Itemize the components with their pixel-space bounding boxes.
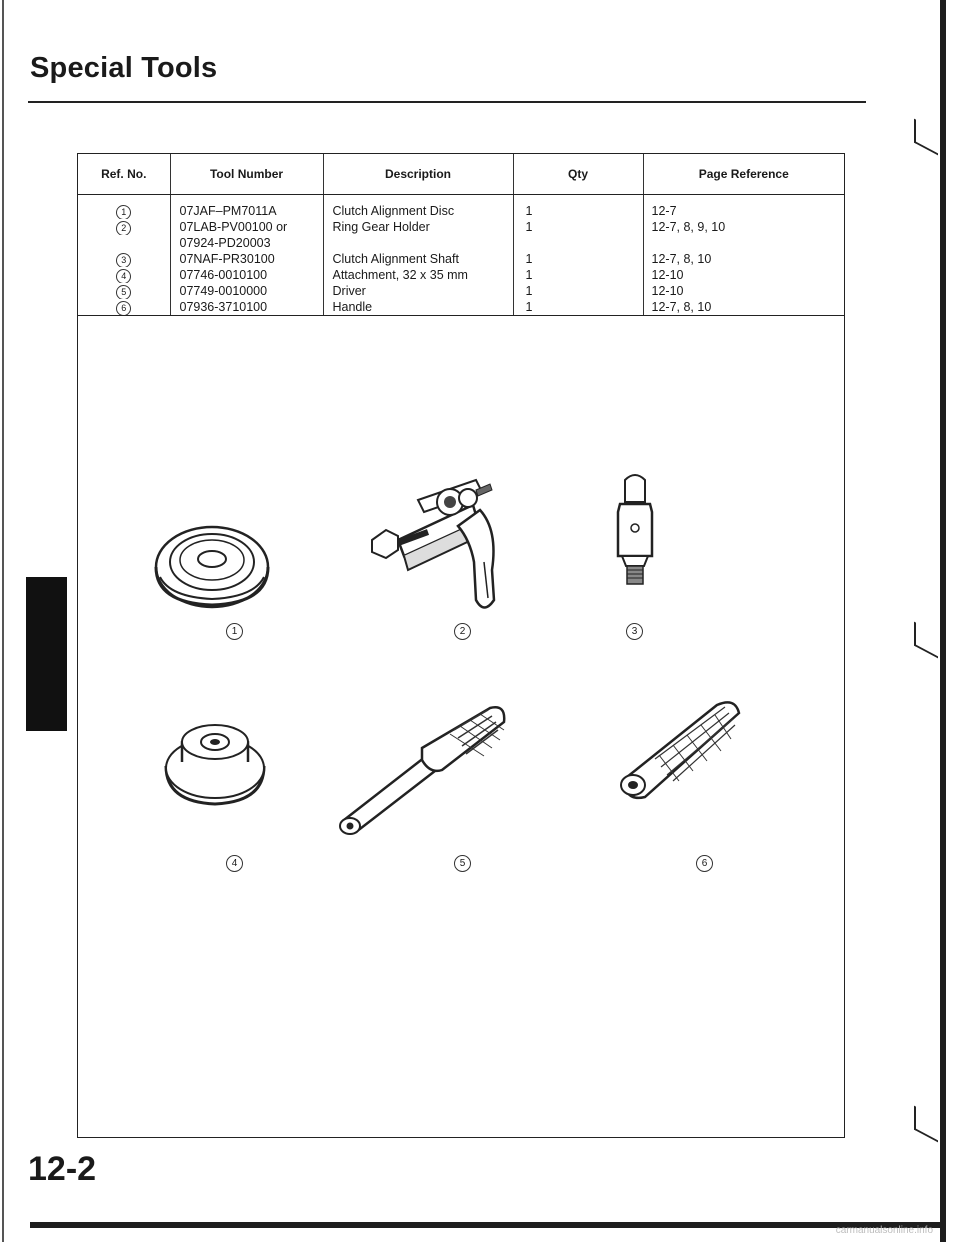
watermark-text: carmanualsonline.info <box>835 1225 933 1236</box>
tool-description: Driver <box>332 284 366 298</box>
table-row <box>78 195 844 316</box>
attachment-icon <box>160 718 270 808</box>
ref-mark: 1 <box>116 205 131 219</box>
page-corner-mark <box>914 119 938 156</box>
title-rule <box>28 101 866 103</box>
table-row-line <box>78 299 170 315</box>
tool-qty <box>514 235 643 251</box>
clutch-alignment-shaft-icon <box>610 470 660 590</box>
tool-number: 07749-0010000 <box>179 284 268 298</box>
tool-description: Ring Gear Holder <box>332 220 430 234</box>
ref-no-cell <box>78 195 170 316</box>
ref-mark: 6 <box>116 301 131 315</box>
tool-qty: 1 <box>525 300 533 314</box>
tool-number: 07JAF–PM7011A <box>179 204 277 218</box>
illustration-ref-label: 3 <box>626 623 643 640</box>
illustration-ref-label: 2 <box>454 623 471 640</box>
page-reference: 12-7, 8, 10 <box>651 300 712 314</box>
ref-mark: 2 <box>116 221 131 235</box>
illustration-ref-label: 6 <box>696 855 713 872</box>
table-row-line <box>78 267 170 283</box>
binding-edge-left <box>2 0 4 1242</box>
tool-description: Clutch Alignment Disc <box>332 204 455 218</box>
tool-number: 07NAF-PR30100 <box>179 252 275 266</box>
header-ref-no: Ref. No. <box>78 154 170 195</box>
clutch-alignment-shaft-drawing <box>610 470 660 590</box>
ring-gear-holder-icon <box>358 470 518 620</box>
page-title: Special Tools <box>30 52 218 84</box>
page-reference: 12-7, 8, 9, 10 <box>651 220 726 234</box>
ring-gear-holder-drawing <box>358 470 518 620</box>
handle-icon <box>615 695 745 805</box>
table-header-row <box>78 154 844 195</box>
tool-description: Attachment, 32 x 35 mm <box>332 268 468 282</box>
clutch-alignment-disc-icon <box>150 505 280 610</box>
page-reference: 12-7 <box>651 204 677 218</box>
illustration-ref-label: 5 <box>454 855 471 872</box>
tool-qty: 1 <box>525 284 533 298</box>
ref-mark: 4 <box>116 269 131 283</box>
header-tool-number: Tool Number <box>170 154 323 195</box>
page-reference-cell <box>643 195 844 316</box>
page-corner-mark <box>914 1106 938 1143</box>
tool-description: Clutch Alignment Shaft <box>332 252 459 266</box>
tool-qty: 1 <box>525 204 533 218</box>
page-reference: 12-7, 8, 10 <box>651 252 712 266</box>
table-row-line <box>78 283 170 299</box>
tool-number: 07936-3710100 <box>179 300 268 314</box>
header-qty: Qty <box>513 154 643 195</box>
table-row-line <box>78 219 170 235</box>
special-tools-table <box>78 154 844 316</box>
page-reference <box>644 235 845 251</box>
page-reference: 12-10 <box>651 284 684 298</box>
binding-edge-right <box>940 0 946 1242</box>
clutch-alignment-disc-drawing <box>150 505 280 610</box>
header-page-reference: Page Reference <box>643 154 844 195</box>
special-tools-frame <box>77 153 845 1138</box>
tool-number: 07746-0010100 <box>179 268 268 282</box>
qty-cell <box>513 195 643 316</box>
table-row-line <box>78 235 170 251</box>
tool-qty: 1 <box>525 220 533 234</box>
page-number: 12-2 <box>28 1150 97 1188</box>
driver-drawing <box>334 700 514 835</box>
page-corner-mark <box>914 622 938 659</box>
tool-description <box>324 235 513 251</box>
header-description: Description <box>323 154 513 195</box>
illustration-ref-label: 4 <box>226 855 243 872</box>
table-row-line <box>78 203 170 219</box>
tool-qty: 1 <box>525 268 533 282</box>
ref-mark: 3 <box>116 253 131 267</box>
tool-number: 07LAB-PV00100 or <box>179 220 288 234</box>
tool-number: 07924-PD20003 <box>179 236 271 250</box>
table-row-line <box>78 251 170 267</box>
handle-drawing <box>615 695 745 805</box>
section-index-tab <box>26 577 67 731</box>
illustration-ref-label: 1 <box>226 623 243 640</box>
ref-mark: 5 <box>116 285 131 299</box>
page-reference: 12-10 <box>651 268 684 282</box>
tool-number-cell <box>170 195 323 316</box>
description-cell <box>323 195 513 316</box>
tool-qty: 1 <box>525 252 533 266</box>
driver-icon <box>334 700 514 835</box>
tool-description: Handle <box>332 300 373 314</box>
attachment-drawing <box>160 718 270 808</box>
